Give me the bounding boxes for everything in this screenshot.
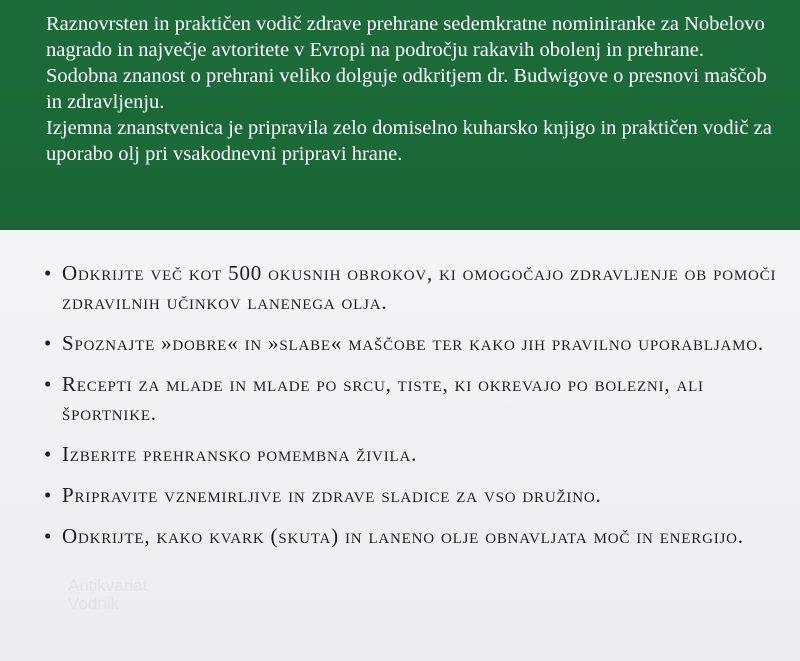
green-header-band xyxy=(0,0,800,230)
bullet-marker: • xyxy=(44,442,53,466)
bullet-marker: • xyxy=(44,261,53,285)
watermark-line: Vodnik xyxy=(68,594,120,613)
list-item xyxy=(42,440,782,469)
list-item-text: Pripravite vznemirljive in zdrave sladice za vso družino. xyxy=(62,483,602,507)
list-item xyxy=(42,522,782,551)
watermark-line: Antikvariat xyxy=(68,576,148,595)
list-item-text: Odkrijte več kot 500 okusnih obrokov, ki omogočajo zdravljenje ob pomoči zdravilnih učinkov lanenega olja. xyxy=(62,261,777,314)
intro-paragraph: Sodobna znanost o prehrani veliko dolguje odkritjem dr. Budwigove o presnovi maščob in zdravljenju. xyxy=(46,65,767,113)
list-item xyxy=(42,259,782,317)
intro-paragraph: Raznovrsten in praktičen vodič zdrave prehrane sedemkratne nominiranke za Nobelovo nagrado in največje avtoritete v Evropi na področju rakavih obolenj in prehrane. xyxy=(46,13,765,61)
intro-paragraph: Izjemna znanstvenica je pripravila zelo domiselno kuharsko knjigo in praktičen vodič za uporabo olj pri vsakodnevni pripravi hrane. xyxy=(46,117,772,165)
bullet-marker: • xyxy=(44,331,53,355)
list-item-text: Odkrijte, kako kvark (skuta) in laneno olje obnavljata moč in energijo. xyxy=(62,524,744,548)
bullet-marker: • xyxy=(44,372,53,396)
feature-list xyxy=(42,259,782,563)
watermark xyxy=(68,577,147,613)
intro-text xyxy=(46,11,786,167)
bullet-marker: • xyxy=(44,524,53,548)
bullet-marker: • xyxy=(44,483,53,507)
list-item-text: Spoznajte »dobre« in »slabe« maščobe ter kako jih pravilno uporabljamo. xyxy=(62,331,764,355)
list-item xyxy=(42,481,782,510)
list-item-text: Recepti za mlade in mlade po srcu, tiste, ki okrevajo po bolezni, ali športnike. xyxy=(62,372,704,425)
list-item-text: Izberite prehransko pomembna živila. xyxy=(62,442,418,466)
list-item xyxy=(42,329,782,358)
list-item xyxy=(42,370,782,428)
